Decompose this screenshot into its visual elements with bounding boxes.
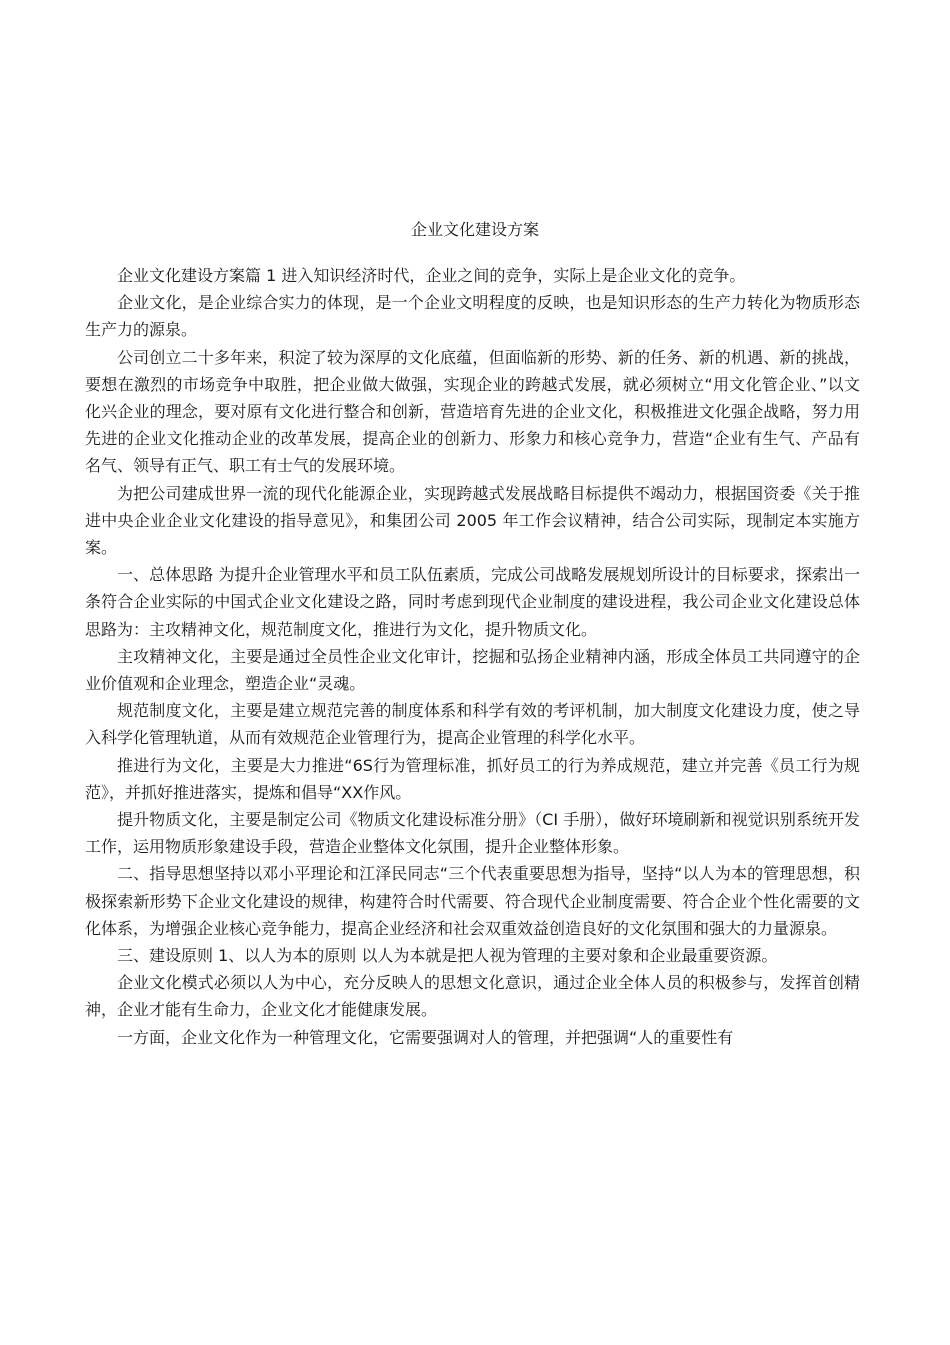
paragraph: 企业文化建设方案篇 1 进入知识经济时代，企业之间的竞争，实际上是企业文化的竞争。 (117, 266, 746, 285)
paragraph: 企业文化，是企业综合实力的体现，是一个企业文明程度的反映，也是知识形态的生产力转化为物质形态生产力的源泉。 (85, 293, 860, 340)
paragraph: 三、建设原则 1、以人为本的原则 以人为本就是把人视为管理的主要对象和企业最重要资源。 (117, 946, 778, 966)
paragraph: 规范制度文化，主要是建立规范完善的制度体系和科学有效的考评机制，加大制度文化建设力度，使之导入科学化管理轨道，从而有效规范企业管理行为，提高企业管理的科学化水平。 (85, 701, 860, 748)
paragraph: 二、指导思想坚持以邓小平理论和江泽民同志“三个代表重要思想为指导，坚持“以人为本的管理思想，积极探索新形势下企业文化建设的规律，构建符合时代需要、符合现代企业制度需要、符合企业个性化需要的文化体系，为增强企业核心竞争能力，提高企业经济和社会双重效益创造良好的文化氛围和强大的力量源泉。 (85, 864, 860, 938)
paragraph: 推进行为文化，主要是大力推进“6S行为管理标准，抓好员工的行为养成规范，建立并完善《员工行为规范》，并抓好推进落实，提炼和倡导“XX作风。 (85, 755, 860, 802)
paragraph: 一、总体思路 为提升企业管理水平和员工队伍素质，完成公司战略发展规划所设计的目标要求，探索出一条符合企业实际的中国式企业文化建设之路，同时考虑到现代企业制度的建设进程，我公司企业文化建设总体思路为：主攻精神文化，规范制度文化，推进行为文化，提升物质文化。 (85, 565, 860, 639)
paragraph: 企业文化模式必须以人为中心，充分反映人的思想文化意识，通过企业全体人员的积极参与，发挥首创精神，企业才能有生命力，企业文化才能健康发展。 (85, 973, 860, 1020)
paragraph: 为把公司建成世界一流的现代化能源企业，实现跨越式发展战略目标提供不竭动力，根据国资委《关于推进中央企业企业文化建设的指导意见》，和集团公司 2005 年工作会议精神，结合公司实际，现制定本实施方案。 (85, 483, 860, 558)
paragraph: 提升物质文化，主要是制定公司《物质文化建设标准分册》（CI 手册），做好环境刷新和视觉识别系统开发工作，运用物质形象建设手段，营造企业整体文化氛围，提升企业整体形象。 (85, 810, 860, 857)
paragraph: 一方面，企业文化作为一种管理文化，它需要强调对人的管理，并把强调“人的重要性有 (117, 1027, 734, 1047)
document-title: 企业文化建设方案 (410, 220, 539, 239)
paragraph: 公司创立二十多年来，积淀了较为深厚的文化底蕴，但面临新的形势、新的任务、新的机遇、新的挑战，要想在激烈的市场竞争中取胜，把企业做大做强，实现企业的跨越式发展，就必须树立“用文化管企业、”以文化兴企业的理念，要对原有文化进行整合和创新，营造培育先进的企业文化，积极推进文化强企战略，努力用先进的企业文化推动企业的改革发展，提高企业的创新力、形象力和核心竞争力，营造“企业有生气、产品有名气、领导有正气、职工有士气的发展环境。 (85, 347, 860, 476)
document-body (85, 262, 860, 1051)
paragraph: 主攻精神文化，主要是通过全员性企业文化审计，挖掘和弘扬企业精神内涵，形成全体员工共同遵守的企业价值观和企业理念，塑造企业“灵魂。 (85, 646, 860, 694)
